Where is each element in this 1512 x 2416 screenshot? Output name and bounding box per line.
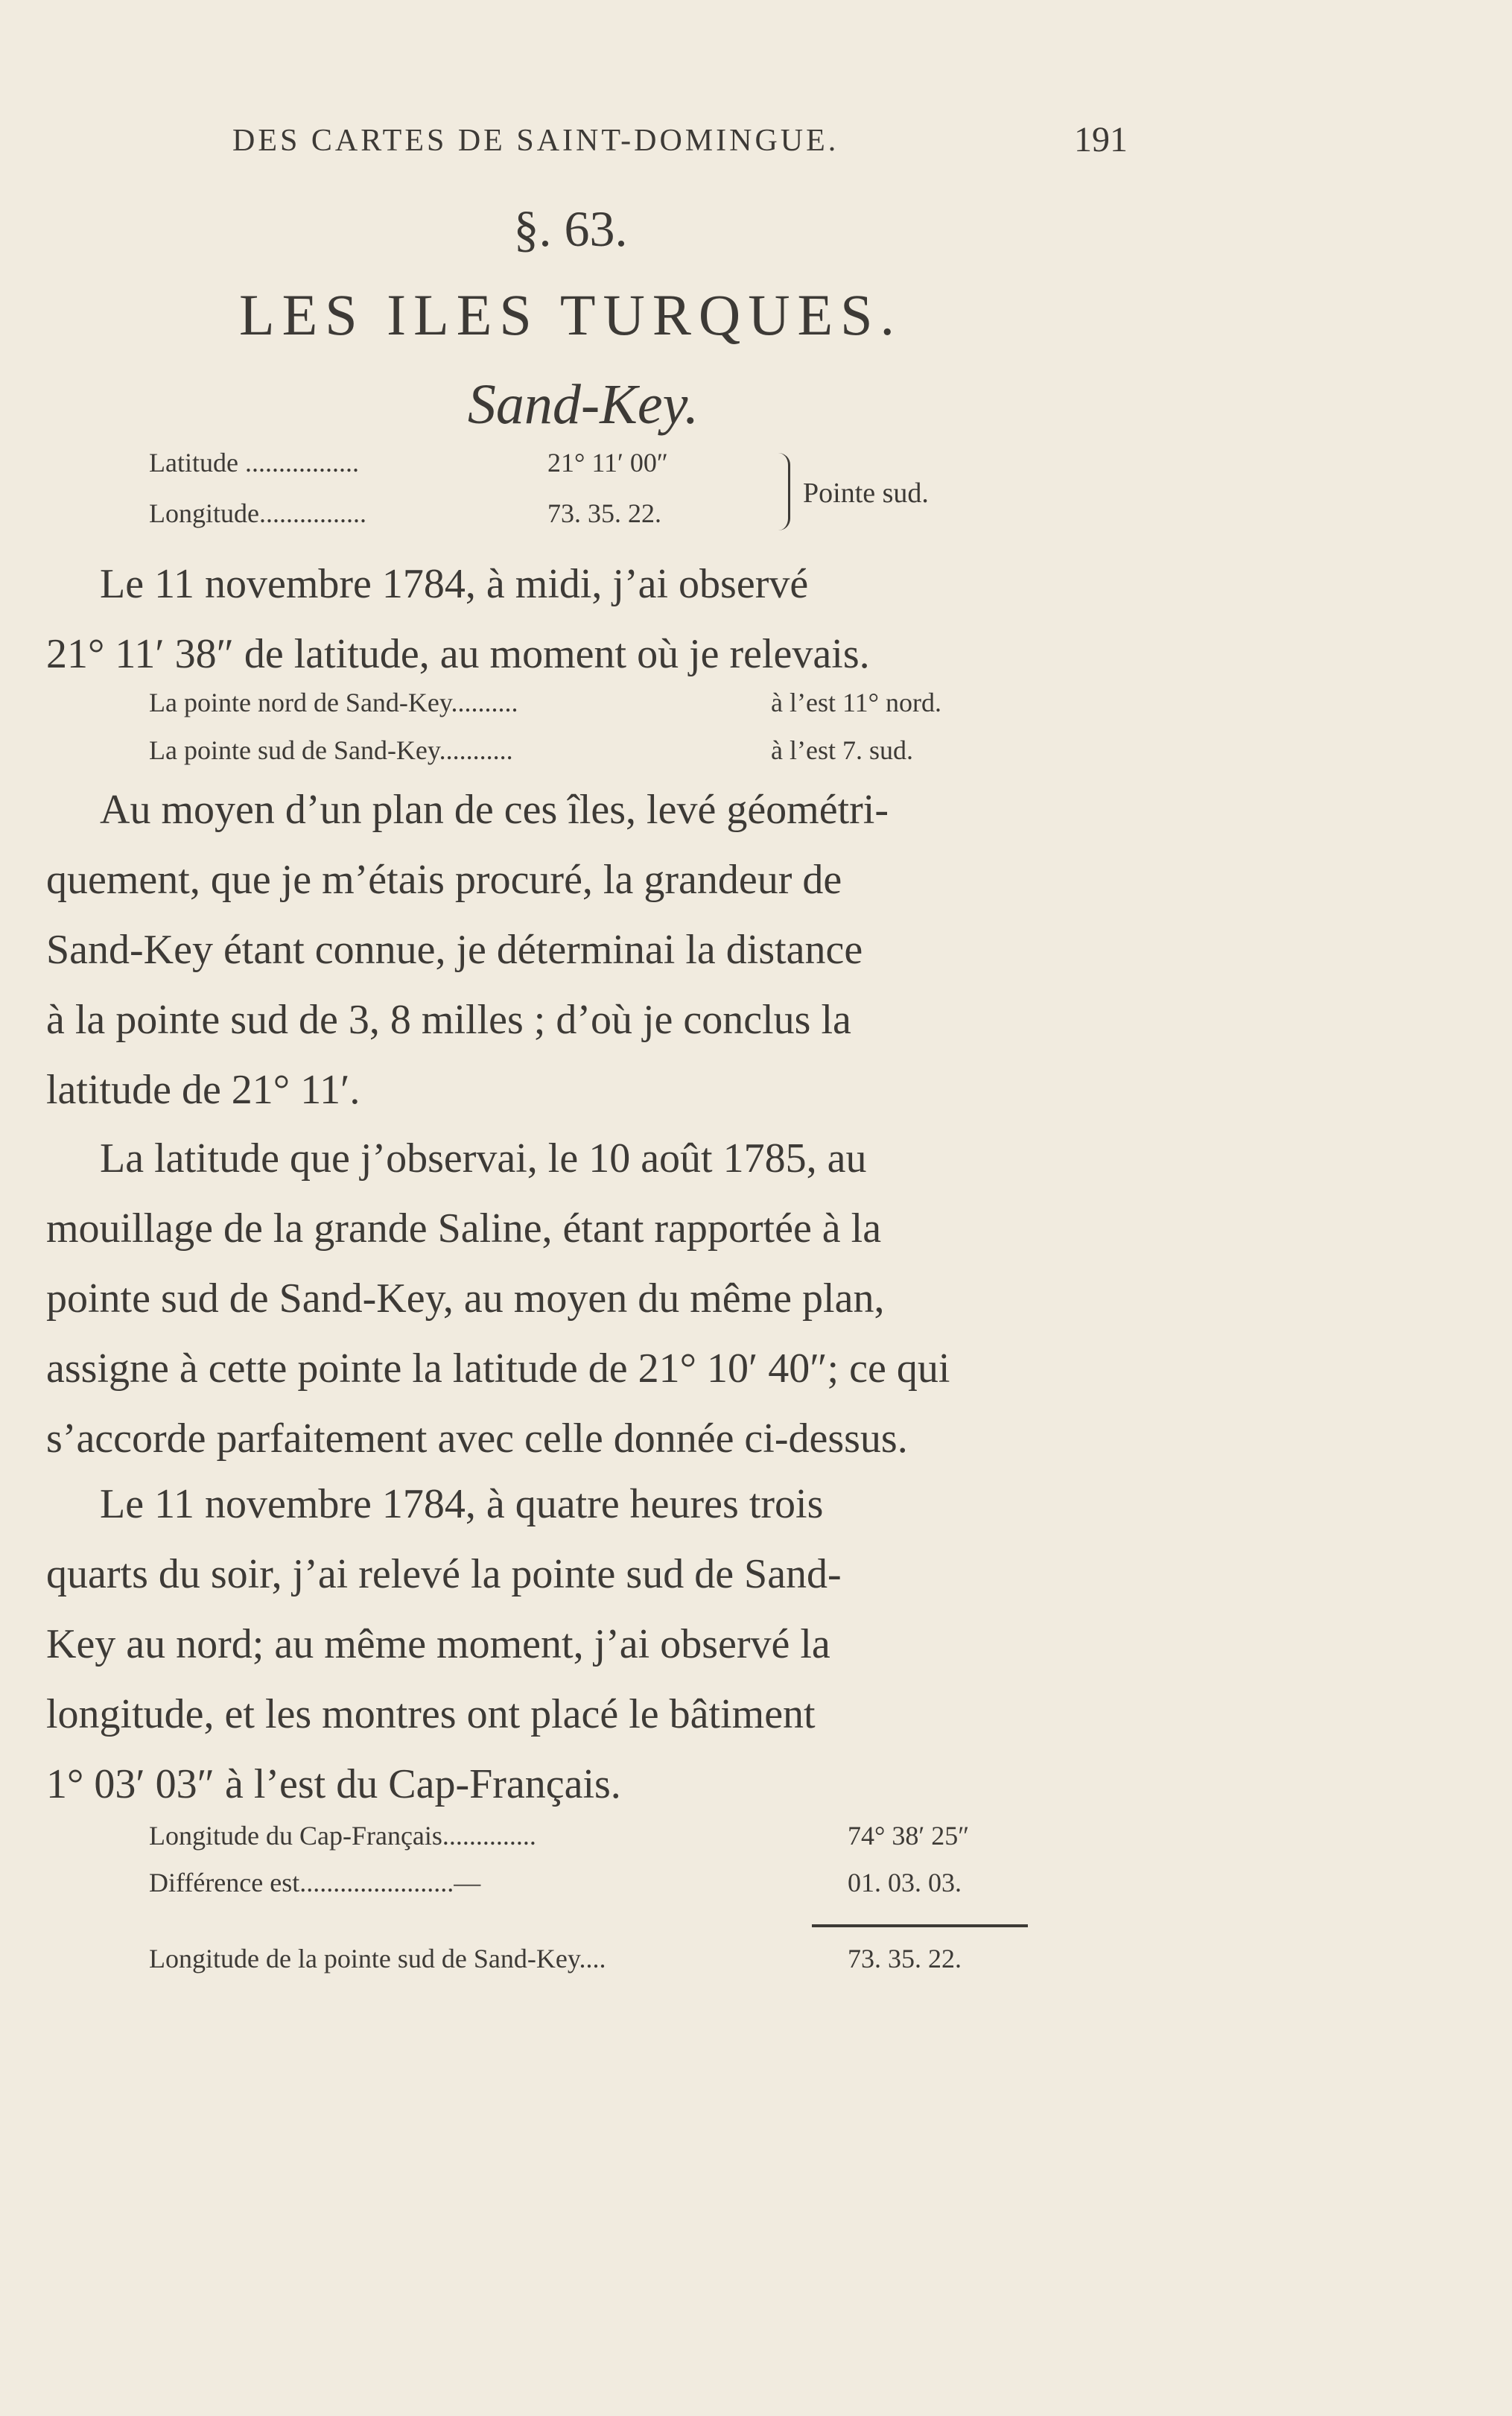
text-line: longitude, et les montres ont placé le bâtiment	[46, 1691, 816, 1737]
bearing-value: à l’est 7. sud.	[771, 735, 913, 765]
longitude-label: Longitude................	[149, 498, 366, 528]
text-line: Le 11 novembre 1784, à midi, j’ai observé	[100, 561, 809, 607]
bearing-label: La pointe sud de Sand-Key...........	[149, 735, 513, 765]
text-line: latitude de 21° 11′.	[46, 1067, 360, 1113]
text-line: Sand-Key étant connue, je déterminai la distance	[46, 927, 863, 973]
calc-result-value: 73. 35. 22.	[848, 1944, 962, 1973]
chapter-title: LES ILES TURQUES.	[238, 282, 903, 347]
bearing-label: La pointe nord de Sand-Key..........	[149, 688, 518, 717]
page-number: 191	[1074, 120, 1128, 159]
text-line: s’accorde parfaitement avec celle donnée ci-dessus.	[46, 1415, 908, 1462]
calc-value: 01. 03. 03.	[848, 1868, 962, 1897]
calc-result-label: Longitude de la pointe sud de Sand-Key....	[149, 1944, 606, 1973]
text-line: La latitude que j’observai, le 10 août 1785, au	[100, 1135, 867, 1182]
paragraph-longitude	[46, 1469, 1134, 1819]
text-line: Key au nord; au même moment, j’ai observé la	[46, 1621, 830, 1667]
section-number: §. 63.	[513, 200, 628, 257]
paragraph-saline	[46, 1123, 1134, 1474]
calc-label: Différence est.......................—	[149, 1868, 481, 1897]
text-line: assigne à cette pointe la latitude de 21° 10′ 40″; ce qui	[46, 1345, 950, 1392]
text-line: à la pointe sud de 3, 8 milles ; d’où je conclus la	[46, 997, 851, 1043]
text-line: 1° 03′ 03″ à l’est du Cap-Français.	[46, 1761, 621, 1807]
brace-note: Pointe sud.	[803, 478, 929, 509]
latitude-label: Latitude .................	[149, 448, 359, 478]
text-line: quement, que je m’étais procuré, la grandeur de	[46, 857, 842, 903]
text-line: 21° 11′ 38″ de latitude, au moment où je relevais.	[46, 631, 870, 677]
place-name: Sand-Key.	[467, 373, 699, 436]
text-line: Le 11 novembre 1784, à quatre heures trois	[100, 1481, 824, 1527]
brace	[775, 453, 790, 530]
calc-value: 74° 38′ 25″	[848, 1821, 970, 1851]
text-line: quarts du soir, j’ai relevé la pointe sud de Sand-	[46, 1551, 842, 1597]
sum-rule	[812, 1924, 1028, 1927]
paragraph-observation	[46, 549, 1134, 689]
longitude-value: 73. 35. 22.	[547, 498, 661, 528]
running-head: DES CARTES DE SAINT-DOMINGUE.	[232, 124, 839, 158]
text-line: Au moyen d’un plan de ces îles, levé géométri-	[100, 787, 889, 833]
paragraph-plan	[46, 775, 1134, 1125]
text-line: pointe sud de Sand-Key, au moyen du même plan,	[46, 1275, 885, 1322]
calc-label: Longitude du Cap-Français..............	[149, 1821, 536, 1851]
latitude-value: 21° 11′ 00″	[547, 448, 668, 478]
text-line: mouillage de la grande Saline, étant rapportée à la	[46, 1205, 882, 1252]
bearing-value: à l’est 11° nord.	[771, 688, 942, 717]
